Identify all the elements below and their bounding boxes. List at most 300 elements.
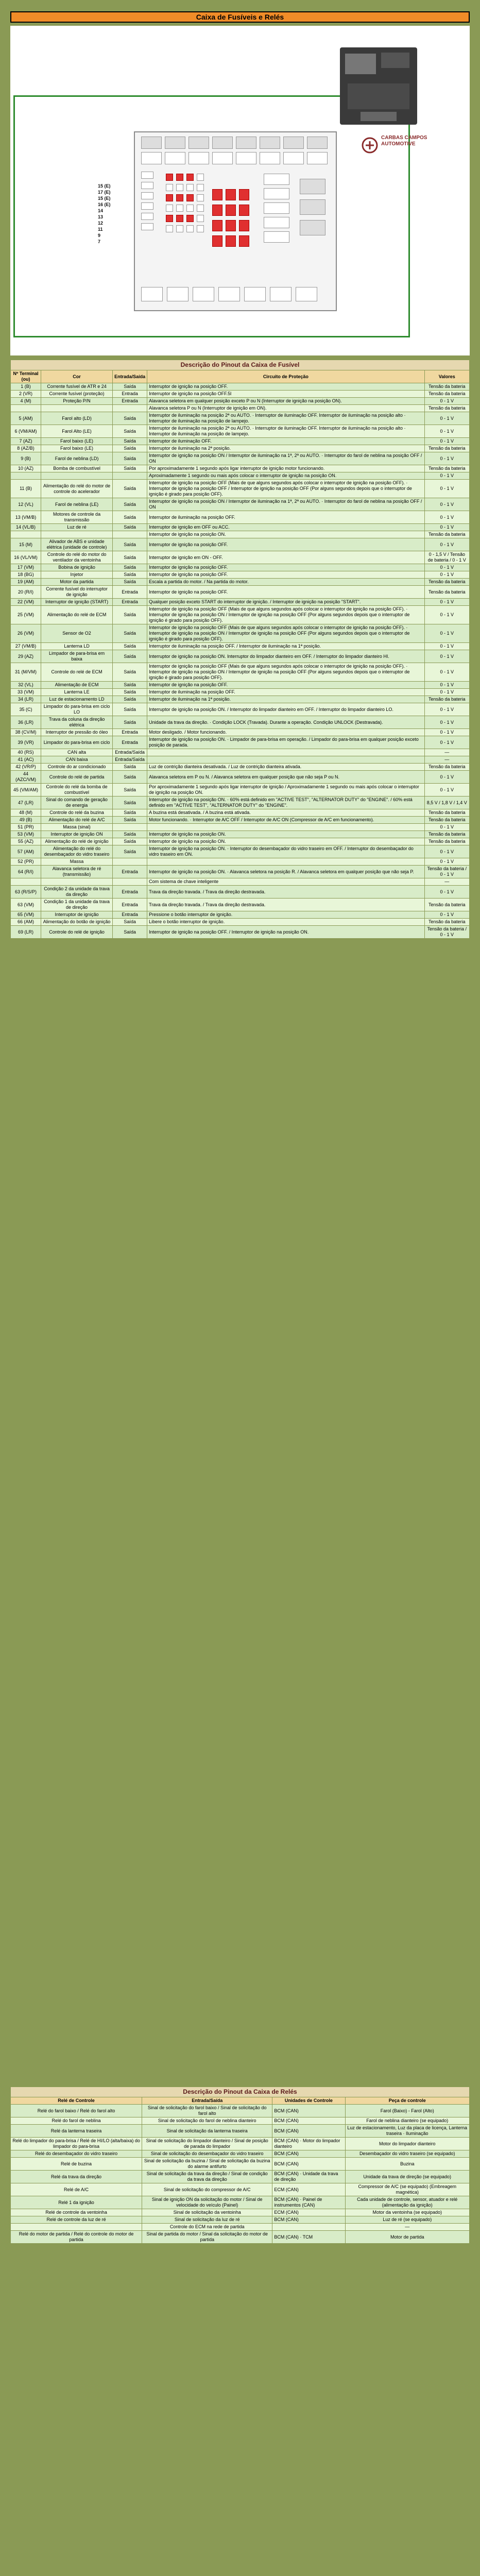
fuse-table-cell: 27 (VM/B) <box>11 643 41 650</box>
fuse-table-cell: 0 - 1 V <box>424 845 469 858</box>
relay-table-cell: Luz de estacionamento, Luz da placa de licença, Lanterna traseira · Iluminação <box>345 2125 470 2138</box>
fuse-table-cell: Interruptor de iluminação na posição 2ª ou AUTO. · Interruptor de iluminação OFF. Interruptor de iluminação na posição alto · Interruptor de iluminação na posição de lampejo. <box>147 412 424 425</box>
relay-table-row <box>11 2150 470 2158</box>
relay-table-cell: Sinal de solicitação do compressor de A/C <box>142 2183 272 2196</box>
fuse-table-cell: Interruptor de iluminação na 2ª posição. <box>147 445 424 452</box>
fuse-table-header-cell: Entrada/Saída <box>113 370 147 383</box>
fuse-table-cell <box>113 858 147 866</box>
fuse-table-cell: 5 (AM) <box>11 412 41 425</box>
fuse-table-cell: 12 (VL) <box>11 498 41 511</box>
fuse-table-cell: Interruptor de ignição na posição OFF. <box>147 571 424 579</box>
fuse-slot <box>141 137 162 149</box>
fuse-slot <box>296 287 317 301</box>
fuse-number: 15 (E) <box>98 183 111 189</box>
fuse-table-cell: Interruptor de ignição <box>41 911 113 919</box>
fuse-table-header-cell: Cor <box>41 370 113 383</box>
fuse-table-cell: Por aproximadamente 1 segundo após ligar interruptor de ignição motor funcionando. <box>147 465 424 472</box>
fuse-table-cell: Saída <box>113 703 147 716</box>
fuse-table-row <box>11 689 470 696</box>
fuse-table-cell <box>41 531 113 538</box>
relay-table-row <box>11 2138 470 2150</box>
fuse-table-cell: 45 (VM/AM) <box>11 784 41 796</box>
fuse-table-cell: 38 (CV/M) <box>11 729 41 736</box>
fuse-table-cell: 0 - 1 V <box>424 682 469 689</box>
fuse-table-cell: 0 - 1 V <box>424 571 469 579</box>
fuse-slot <box>167 287 188 301</box>
fuse-table-cell: 6 (VM/AM) <box>11 425 41 438</box>
fuse-table-cell: Corrente fusível do interruptor de ignição <box>41 586 113 599</box>
fuse-table-cell: 0 - 1 V <box>424 689 469 696</box>
fuse-slot <box>165 137 185 149</box>
fuse-table-cell: 49 (B) <box>11 817 41 824</box>
fuse-table-cell: 0 - 1 V <box>424 398 469 405</box>
fuse-table-cell: Motor da partida <box>41 579 113 586</box>
fuse-table-row <box>11 682 470 689</box>
fuse-slot <box>307 137 328 149</box>
relay-table-caption: Descrição do Pinout da Caixa de Relés <box>11 2087 470 2097</box>
fuse-table-row <box>11 696 470 703</box>
fuse-table-cell: 0 - 1 V <box>424 650 469 663</box>
fuse-table-row <box>11 391 470 398</box>
fuse-table-cell: Tensão da bateria <box>424 817 469 824</box>
fuse-table-cell: Interruptor de ignição na posição OFF. <box>147 383 424 391</box>
fuse-table-cell: Condição 1 da unidade da trava de direção <box>41 899 113 911</box>
relay-table-cell <box>11 2224 142 2231</box>
fuse-slot <box>283 137 304 149</box>
fuse-table-cell: Interruptor de ignição na posição OFF. <box>147 538 424 551</box>
fuse-table-cell: Sinal do comando de geração de energia <box>41 796 113 809</box>
fuse-table-row <box>11 445 470 452</box>
fuse-number: 15 (E) <box>98 196 111 201</box>
fuse-table-cell: Luz de contrição dianteira desativada. / Luz de contrição dianteira ativada. <box>147 764 424 771</box>
relay-table-cell: Buzina <box>345 2158 470 2171</box>
fuse-table-cell: Trava da direção travada. / Trava da direção destravada. <box>147 899 424 911</box>
fuse-table-cell: — <box>424 878 469 886</box>
relay-table-header <box>11 2097 470 2105</box>
fuse-table-row <box>11 624 470 643</box>
relay-table-cell: Desembaçador do vidro traseiro (se equipado) <box>345 2150 470 2158</box>
fuse-slot <box>176 184 183 191</box>
fuse-table-cell: Entrada <box>113 391 147 398</box>
fuse-table-cell: Unidade da trava da direção. · Condição LOCK (Travada). Durante a operação. Condição UNLOCK (Destravada). <box>147 716 424 729</box>
fuse-table-cell: Tensão da bateria <box>424 919 469 926</box>
fuse-table-row <box>11 809 470 817</box>
fuse-table-cell: Alimentação do relé de ECM <box>41 606 113 624</box>
fuse-table-cell: Saída <box>113 480 147 498</box>
fuse-table-cell: 0 - 1 V <box>424 886 469 899</box>
fuse-box-photo <box>340 47 417 125</box>
fuse-slot <box>212 152 233 164</box>
fuse-table-cell: Entrada <box>113 599 147 606</box>
fuse-table-cell: Saída <box>113 538 147 551</box>
fuse-table-cell: Controle do relé de partida <box>41 771 113 784</box>
fuse-table-cell: 0 - 1 V <box>424 425 469 438</box>
fuse-table-cell: 63 (R/S/P) <box>11 886 41 899</box>
fuse-slot <box>186 174 194 181</box>
fuse-table-cell: 0 - 1 V <box>424 729 469 736</box>
fuse-table-cell <box>147 756 424 764</box>
relay-table-cell: Luz de ré (se equipado) <box>345 2216 470 2224</box>
fuse-table-cell: Interruptor de ignição na posição ON. · Limpador de para-brisa em operação. / Limpador do para-brisa em qualquer posição exceto posição de parada. <box>147 736 424 749</box>
fuse-table-cell: Saída <box>113 412 147 425</box>
fuse-table-cell: Aproximadamente 1 segundo ou mais após colocar o interruptor de ignição na posição ON. <box>147 472 424 480</box>
fuse-slot <box>166 225 173 232</box>
fuse-table-cell: Saída <box>113 838 147 845</box>
fuse-table-cell: 33 (VM) <box>11 689 41 696</box>
fuse-number: 14 <box>98 208 104 213</box>
fuse-table-cell: 0 - 1 V <box>424 538 469 551</box>
fuse-table-cell: Lanterna LD <box>41 643 113 650</box>
fuse-table-cell: Interruptor de ignição na posição OFF. <box>147 586 424 599</box>
fuse-table-cell: 0 - 1 V <box>424 472 469 480</box>
relay-table-cell: BCM (CAN) <box>272 2125 345 2138</box>
fuse-table-cell: 47 (LR) <box>11 796 41 809</box>
fuse-table-row <box>11 919 470 926</box>
logo-line-1: CARBAS CAMPOS <box>381 135 427 141</box>
fuse-table-cell: Farol baixo (LE) <box>41 445 113 452</box>
fuse-table-cell: Tensão da bateria <box>424 696 469 703</box>
fuse-table-cell: 34 (LR) <box>11 696 41 703</box>
relay-table-cell: ECM (CAN) <box>272 2183 345 2196</box>
fuse-slot <box>226 205 236 216</box>
fuse-table-cell: Libere o botão interruptor de ignição. <box>147 919 424 926</box>
fuse-table-cell <box>113 878 147 886</box>
fuse-table-cell: Interruptor de ignição na posição ON. <box>147 531 424 538</box>
fuse-table-cell: Interruptor de iluminação na posição OFF. <box>147 689 424 696</box>
relay-table-cell: Relé do desembaçador do vidro traseiro <box>11 2150 142 2158</box>
fuse-table-cell: Bomba de combustível <box>41 465 113 472</box>
fuse-table-cell: Saída <box>113 689 147 696</box>
fuse-table-cell: 13 (VM/B) <box>11 511 41 524</box>
fuse-table-cell: 8 (AZ/B) <box>11 445 41 452</box>
fuse-table-cell: Trava da direção travada. / Trava da direção destravada. <box>147 886 424 899</box>
fuse-table-cell: 0 - 1 V <box>424 624 469 643</box>
fuse-slot <box>300 220 325 235</box>
fuse-table-cell: Tensão da bateria <box>424 383 469 391</box>
relay-table-row <box>11 2183 470 2196</box>
fuse-slot <box>212 220 222 231</box>
fuse-table-cell: Interruptor de ignição na posição OFF. <box>147 564 424 571</box>
fuse-table-cell: Tensão da bateria / 0 - 1 V <box>424 926 469 939</box>
fuse-slot <box>166 194 173 201</box>
fuse-table-cell: Saída <box>113 551 147 564</box>
fuse-box-diagram <box>134 131 337 311</box>
fuse-slot <box>264 217 289 228</box>
fuse-table-cell: 0 - 1 V <box>424 784 469 796</box>
fuse-table-cell: 0 - 1 V <box>424 599 469 606</box>
fuse-table-cell: 0 - 1,5 V / Tensão de bateria / 0 - 1 V <box>424 551 469 564</box>
fuse-table-row <box>11 498 470 511</box>
relay-table-cell: Unidade da trava de direção (se equipado) <box>345 2171 470 2183</box>
relay-table-cell: Motor de partida <box>345 2231 470 2244</box>
fuse-table-cell <box>147 858 424 866</box>
fuse-table-cell: Interruptor de ignição na posição ON. <box>147 831 424 838</box>
fuse-slot <box>212 137 233 149</box>
relay-table-cell: Farol (Baixo) - Farol (Alto) <box>345 2105 470 2117</box>
fuse-slot <box>186 225 194 232</box>
fuse-table-row <box>11 579 470 586</box>
fuse-table-cell: Por aproximadamente 1 segundo após ligar interruptor de ignição / Aproximadamente 1 segundo ou mais após colocar o interruptor de ignição na posição ON. <box>147 784 424 796</box>
fuse-table-cell: Motor desligado. / Motor funcionando. <box>147 729 424 736</box>
relay-table-cell: BCM (CAN) · Motor do limpador dianteiro <box>272 2138 345 2150</box>
fuse-table-cell: 19 (AM) <box>11 579 41 586</box>
fuse-slot <box>141 287 163 301</box>
relay-table-row <box>11 2171 470 2183</box>
relay-table-cell: Relé da lanterna traseira <box>11 2125 142 2138</box>
fuse-table-cell: 0 - 1 V <box>424 452 469 465</box>
fuse-table-cell: 15 (M) <box>11 538 41 551</box>
fuse-table-cell: 55 (AZ) <box>11 838 41 845</box>
fuse-table-cell: Sensor de O2 <box>41 624 113 643</box>
fuse-table-cell: 2 (VR) <box>11 391 41 398</box>
fuse-slot <box>244 287 266 301</box>
fuse-table-cell: Interruptor de ignição na posição OFF. / Interruptor de ignição na posição ON. <box>147 926 424 939</box>
fuse-table-row <box>11 784 470 796</box>
relay-table-cell: Relé de controle da ventoinha <box>11 2209 142 2216</box>
relay-table-cell: Controle do ECM na rede de partida <box>142 2224 272 2231</box>
relay-table-cell: Sinal de solicitação da luz de ré <box>142 2216 272 2224</box>
fuse-table-row <box>11 452 470 465</box>
fuse-table-cell: 42 (VR/P) <box>11 764 41 771</box>
fuse-pinout-table <box>10 360 470 939</box>
fuse-table-cell: 64 (R/I) <box>11 866 41 878</box>
fuse-table-cell <box>11 472 41 480</box>
fuse-table-row <box>11 531 470 538</box>
fuse-table-cell <box>113 472 147 480</box>
fuse-table-row <box>11 663 470 682</box>
fuse-number: 7 <box>98 239 101 244</box>
relay-table-cell: Relé de A/C <box>11 2183 142 2196</box>
fuse-table-row <box>11 438 470 445</box>
relay-table-cell: Relé da trava da direção <box>11 2171 142 2183</box>
fuse-table-row <box>11 926 470 939</box>
fuse-table-cell: Interruptor de ignição em ON - OFF. <box>147 551 424 564</box>
fuse-table-cell: Alavanca seletora em P ou N. / Alavanca seletora em qualquer posição que não seja P ou N. <box>147 771 424 784</box>
fuse-table-cell: 14 (VL/B) <box>11 524 41 531</box>
fuse-table-row <box>11 538 470 551</box>
fuse-table-cell: Saída <box>113 643 147 650</box>
fuse-table-cell: Interruptor de ignição na posição ON. · Alavanca seletora na posição R. / Alavanca seletora em qualquer posição que não seja P. <box>147 866 424 878</box>
fuse-table-cell: Saída <box>113 926 147 939</box>
relay-table-cell: Motor da ventoinha (se equipado) <box>345 2209 470 2216</box>
fuse-table-row <box>11 886 470 899</box>
fuse-table-cell: Pressione o botão interruptor de ignição. <box>147 911 424 919</box>
fuse-table-cell: Saída <box>113 606 147 624</box>
fuse-table-cell: 0 - 1 V <box>424 643 469 650</box>
fuse-table-cell: Limpador do para-brisa em ciclo LO <box>41 703 113 716</box>
fuse-table-cell: Interruptor de ignição ON <box>41 831 113 838</box>
fuse-table-header-cell: Circuito de Proteção <box>147 370 424 383</box>
fuse-slot <box>186 215 194 222</box>
fuse-slot <box>186 205 194 212</box>
fuse-table-cell: Proteção P/N <box>41 398 113 405</box>
fuse-table-cell: Alivador de ABS e unidade elétrica (unidade de controle) <box>41 538 113 551</box>
fuse-table-cell: Luz de estacionamento LD <box>41 696 113 703</box>
fuse-slot <box>188 137 209 149</box>
fuse-table-cell: Interruptor de ignição na posição OFF. <box>147 682 424 689</box>
fuse-table-cell: 4 (M) <box>11 398 41 405</box>
fuse-slot <box>218 287 240 301</box>
fuse-table-cell: Saída <box>113 771 147 784</box>
fuse-table-cell: Luz de ré <box>41 524 113 531</box>
fuse-table-cell: Interruptor de ignição na posição ON / Interruptor de iluminação na 1ª, 2ª ou AUTO. · Interruptor do farol de neblina na posição OFF / ON <box>147 498 424 511</box>
fuse-table-row <box>11 749 470 756</box>
fuse-table-row <box>11 425 470 438</box>
fuse-table-cell: Interruptor de pressão do óleo <box>41 729 113 736</box>
relay-table-cell: Sinal de ignição ON da solicitação do motor / Sinal de velocidade do veículo (Painel) <box>142 2196 272 2209</box>
fuse-table-row <box>11 571 470 579</box>
fuse-table-cell: Saída <box>113 796 147 809</box>
fuse-table-row <box>11 756 470 764</box>
fuse-table-cell: Entrada <box>113 886 147 899</box>
fuse-table-row <box>11 703 470 716</box>
fuse-table-row <box>11 771 470 784</box>
fuse-table-header-cell: Nº Terminal (ou) <box>11 370 41 383</box>
fuse-slot <box>176 174 183 181</box>
relay-table-header-cell: Relé de Controle <box>11 2097 142 2105</box>
fuse-table-cell: Alimentação do relé de A/C <box>41 817 113 824</box>
relay-table-row <box>11 2224 470 2231</box>
fuse-slot <box>176 205 183 212</box>
fuse-table-cell: Tensão da bateria <box>424 531 469 538</box>
fuse-table-cell: 0 - 1 V <box>424 498 469 511</box>
fuse-table-row <box>11 736 470 749</box>
fuse-slot <box>226 189 236 200</box>
fuse-table-cell: Tensão da bateria <box>424 579 469 586</box>
fuse-slot <box>307 152 328 164</box>
fuse-table-cell: A buzina está desativada. / A buzina está ativada. <box>147 809 424 817</box>
fuse-slot <box>270 287 292 301</box>
fuse-table-cell: Farol de neblina (LD) <box>41 452 113 465</box>
fuse-table-cell: — <box>424 756 469 764</box>
fuse-table-cell: 44 (AZC/VM) <box>11 771 41 784</box>
fuse-table-cell: 40 (RS) <box>11 749 41 756</box>
fuse-table-row <box>11 845 470 858</box>
fuse-slot <box>260 152 280 164</box>
fuse-table-cell: 69 (LR) <box>11 926 41 939</box>
fuse-table-cell: Alavanca seletora P ou N (Interruptor de ignição em ON). <box>147 405 424 412</box>
fuse-slot <box>236 152 256 164</box>
fuse-table-row <box>11 398 470 405</box>
fuse-table-cell: Saída <box>113 696 147 703</box>
fuse-table-cell: 51 (PR) <box>11 824 41 831</box>
relay-table-header-cell: Peça de controle <box>345 2097 470 2105</box>
fuse-table-cell: 57 (AM) <box>11 845 41 858</box>
fuse-slot <box>300 199 325 215</box>
fuse-slot <box>212 189 222 200</box>
fuse-table-cell: 0 - 1 V <box>424 511 469 524</box>
fuse-number-list <box>98 183 111 245</box>
fuse-table-cell <box>41 472 113 480</box>
fuse-table-cell: Interruptor de iluminação na posição OFF. / Interruptor de iluminação na 1ª posição. <box>147 643 424 650</box>
fuse-slot <box>141 202 153 210</box>
fuse-table-cell: Entrada <box>113 866 147 878</box>
fuse-table-cell: Saída <box>113 425 147 438</box>
fuse-table-cell: 31 (M/VM) <box>11 663 41 682</box>
relay-table-cell: BCM (CAN) · Unidade da trava de direção <box>272 2171 345 2183</box>
fuse-table-cell: Interruptor de ignição na posição OFF (Mais de que alguns segundos após colocar o interruptor de ignição na posição OFF). · Interruptor de ignição na posição ON / Interruptor de ignição na posição OFF (Por alguns segundos depois que o interruptor de ignição é girado para posição OFF). <box>147 624 424 643</box>
fuse-table-cell: 0 - 1 V <box>424 858 469 866</box>
fuse-table-cell <box>113 824 147 831</box>
fuse-table-cell: 0 - 1 V <box>424 564 469 571</box>
fuse-table-cell: 48 (M) <box>11 809 41 817</box>
relay-table-cell: Relé de buzina <box>11 2158 142 2171</box>
fuse-slot <box>141 182 153 189</box>
fuse-table-cell: 18 (BG) <box>11 571 41 579</box>
fuse-slot <box>283 152 304 164</box>
fuse-table-row <box>11 817 470 824</box>
fuse-table-cell: Entrada <box>113 586 147 599</box>
fuse-table-cell: 29 (AZ) <box>11 650 41 663</box>
relay-table-row <box>11 2231 470 2244</box>
fuse-table-row <box>11 643 470 650</box>
relay-table-cell: Sinal de solicitação do farol de neblina dianteiro <box>142 2117 272 2125</box>
fuse-slot <box>300 179 325 194</box>
relay-table-cell: BCM (CAN) <box>272 2117 345 2125</box>
fuse-slot <box>260 137 280 149</box>
fuse-table-cell: Interruptor de ignição na posição OFF (Mais de que alguns segundos após colocar o interruptor de ignição na posição OFF). · Interruptor de ignição na posição ON / Interruptor de ignição na posição OFF (Por alguns segundos depois que o interruptor de ignição é girado para posição OFF). <box>147 606 424 624</box>
relay-table-cell: Relé do limpador do para-brisa / Relé de HI/LO (alta/baixa) do limpador do para-brisa <box>11 2138 142 2150</box>
fuse-table-cell: 1 (B) <box>11 383 41 391</box>
fuse-table-cell: Alimentação do relé do desembaçador do vidro traseiro <box>41 845 113 858</box>
fuse-table-cell: Alavanca seletora de ré (transmissão) <box>41 866 113 878</box>
fuse-table-cell: Bobina de ignição <box>41 564 113 571</box>
fuse-table-cell: Saída <box>113 845 147 858</box>
relay-table-cell: BCM (CAN) · TCM <box>272 2231 345 2244</box>
fuse-table-cell: Entrada/Saída <box>113 749 147 756</box>
relay-table-cell: BCM (CAN) <box>272 2105 345 2117</box>
fuse-table-cell: Saída <box>113 564 147 571</box>
fuse-table-cell: Controle do relé de ECM <box>41 663 113 682</box>
fuse-slot <box>186 194 194 201</box>
fuse-table-cell: 32 (VL) <box>11 682 41 689</box>
fuse-table-cell <box>113 531 147 538</box>
fuse-table-row <box>11 405 470 412</box>
fuse-table-header-cell: Valores <box>424 370 469 383</box>
fuse-table-cell: 17 (VM) <box>11 564 41 571</box>
fuse-slot <box>176 194 183 201</box>
fuse-slot <box>141 192 153 199</box>
fuse-table-cell: 10 (AZ) <box>11 465 41 472</box>
fuse-slot <box>212 205 222 216</box>
fuse-slot <box>197 225 204 232</box>
relay-table-cell: Relé do farol baixo / Relé do farol alto <box>11 2105 142 2117</box>
fuse-table-cell: 0 - 1 V <box>424 771 469 784</box>
fuse-table-cell: Limpador de para-brisa em baixa <box>41 650 113 663</box>
fuse-table-cell: Tensão da bateria <box>424 809 469 817</box>
fuse-table-cell: Tensão da bateria <box>424 405 469 412</box>
fuse-table-cell: Alimentação do botão de ignição <box>41 919 113 926</box>
fuse-table-cell: Saída <box>113 624 147 643</box>
fuse-number: 11 <box>98 227 103 232</box>
fuse-table-row <box>11 716 470 729</box>
fuse-table-cell: Interruptor de ignição na posição OFF.5l <box>147 391 424 398</box>
fuse-table-cell: Farol Alto (LE) <box>41 425 113 438</box>
fuse-table-cell: 39 (VR) <box>11 736 41 749</box>
fuse-table-cell: Farol baixo (LE) <box>41 438 113 445</box>
fuse-table-cell: Saída <box>113 764 147 771</box>
fuse-slot <box>197 194 204 201</box>
fuse-table-caption: Descrição do Pinout da Caixa de Fusível <box>11 360 470 370</box>
fuse-table-cell <box>147 824 424 831</box>
fuse-slot <box>141 152 162 164</box>
fuse-table-cell: Motores de controle da transmissão <box>41 511 113 524</box>
fuse-table-row <box>11 899 470 911</box>
relay-table-cell: Sinal de solicitação do limpador dianteiro / Sinal de posição de parada do limpador <box>142 2138 272 2150</box>
fuse-table-cell: Massa (sinal) <box>41 824 113 831</box>
fuse-table-row <box>11 472 470 480</box>
fuse-table-cell: Farol de neblina (LE) <box>41 498 113 511</box>
